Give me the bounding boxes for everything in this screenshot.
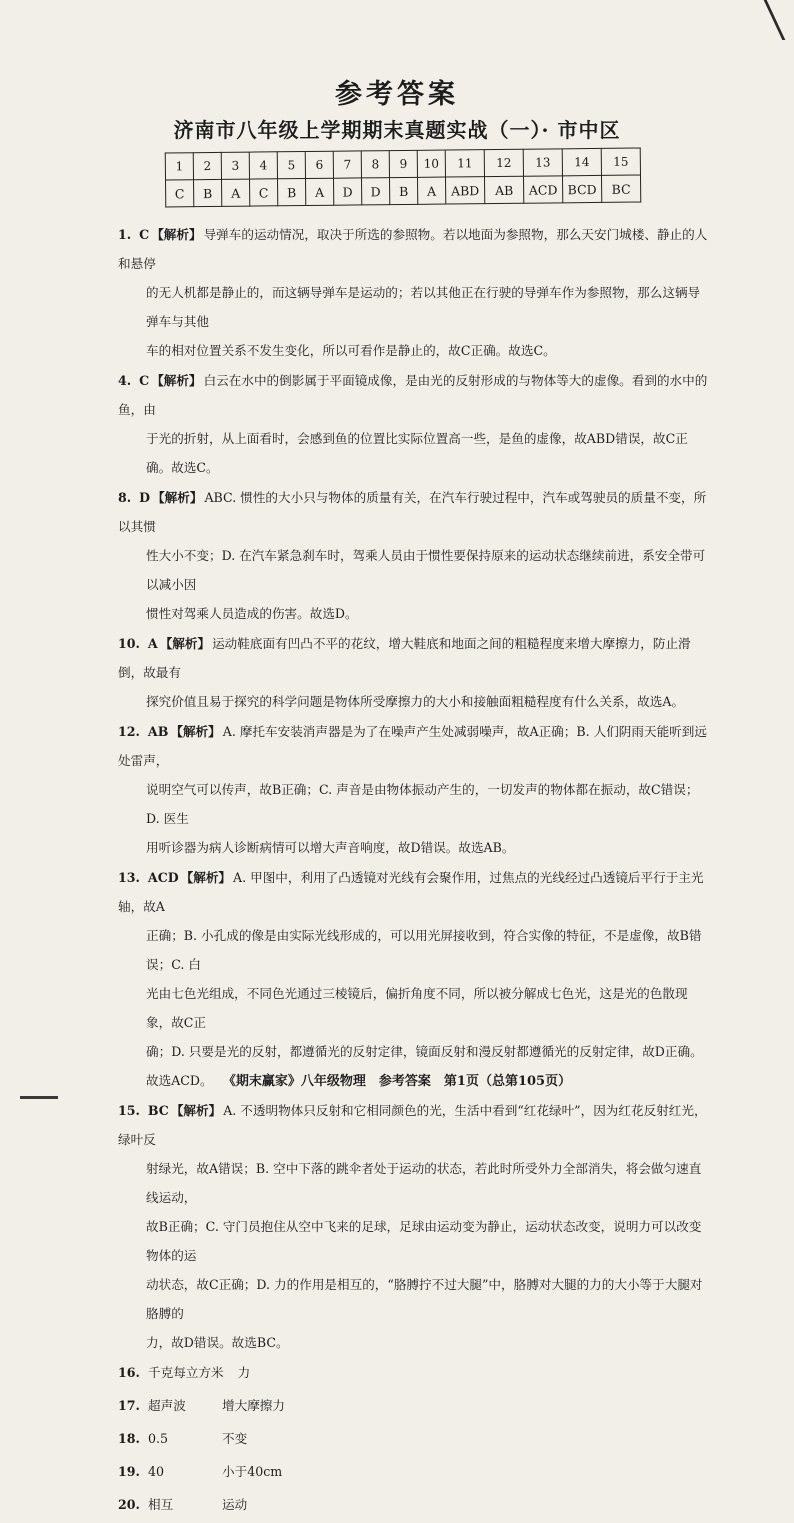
explanation-line bbox=[118, 1212, 708, 1270]
answer-table-number-cell: 15 bbox=[601, 148, 640, 175]
answer-table-answer-cell: D bbox=[334, 178, 362, 205]
item-number: 10. bbox=[118, 636, 140, 651]
analysis-tag: 【解析】 bbox=[180, 870, 232, 885]
explanation-text: 探究价值且易于探究的科学问题是物体所受摩擦力的大小和接触面粗糙程度有什么关系，故选A。 bbox=[146, 694, 685, 709]
answer-table-answer-cell: BCD bbox=[562, 175, 601, 202]
answer-table-answer-cell: C bbox=[166, 180, 194, 207]
short-answer-first: 0.5 bbox=[148, 1431, 169, 1446]
explanation-text: 用听诊器为病人诊断病情可以增大声音响度，故D错误。故选AB。 bbox=[146, 840, 515, 855]
explanation-line bbox=[118, 483, 708, 541]
explanation-text: A. 不透明物体只反射和它相同颜色的光，生活中看到“红花绿叶”，因为红花反射红光，绿叶反 bbox=[118, 1103, 707, 1147]
answer-table-answer-cell: B bbox=[390, 177, 418, 204]
explanation-text: 惯性对驾乘人员造成的伤害。故选D。 bbox=[146, 606, 358, 621]
answer-table-answer-row bbox=[166, 175, 641, 207]
page-subtitle: 济南市八年级上学期期末真题实战（一）· 市中区 bbox=[173, 118, 621, 142]
short-answer-item bbox=[118, 1457, 708, 1486]
answer-table-answer-cell: ACD bbox=[523, 176, 562, 203]
explanation-line bbox=[118, 863, 708, 921]
item-answer-key: D bbox=[139, 490, 151, 505]
short-answer-second: 小于40cm bbox=[222, 1464, 283, 1479]
answer-table-answer-cell: B bbox=[194, 179, 222, 206]
analysis-tag: 【解析】 bbox=[152, 490, 203, 505]
item-number: 17. bbox=[118, 1398, 140, 1413]
explanation-text: 光由七色光组成，不同色光通过三棱镜后，偏折角度不同，所以被分解成七色光，这是光的色散现象，故C正 bbox=[146, 986, 688, 1030]
explanation-line bbox=[118, 1096, 708, 1154]
explanation-line bbox=[118, 336, 708, 365]
answer-table-number-cell: 10 bbox=[417, 150, 445, 177]
explanation-text: 于光的折射，从上面看时，会感到鱼的位置比实际位置高一些，是鱼的虚像，故ABD错误，故C正确。故选C。 bbox=[146, 431, 688, 475]
item-number: 15. bbox=[118, 1103, 140, 1118]
explanation-line bbox=[118, 220, 708, 278]
explanation-line bbox=[118, 717, 708, 775]
item-number: 16. bbox=[118, 1365, 140, 1380]
answer-table-number-cell: 12 bbox=[484, 149, 523, 176]
explanation-text: 动状态，故C正确；D. 力的作用是相互的，“胳膊拧不过大腿”中，胳膊对大腿的力的大小等于大腿对胳膊的 bbox=[146, 1277, 703, 1321]
explanation-text: A. 摩托车安装消声器是为了在噪声产生处减弱噪声，故A正确；B. 人们阴雨天能听到远处雷声， bbox=[118, 724, 707, 768]
explanation-line bbox=[118, 833, 708, 862]
explanation-item bbox=[118, 220, 708, 365]
item-number: 13. bbox=[118, 870, 140, 885]
answer-table-number-cell: 9 bbox=[389, 150, 417, 177]
answer-table bbox=[165, 148, 642, 208]
answer-table-answer-cell: A bbox=[222, 179, 250, 206]
page-footer: 《期末赢家》八年级物理 参考答案 第1页（总第105页） bbox=[222, 1074, 572, 1089]
analysis-tag: 【解析】 bbox=[151, 373, 202, 388]
item-number: 18. bbox=[118, 1431, 140, 1446]
item-answer-key: A bbox=[147, 636, 158, 651]
short-answer-first: 40 bbox=[148, 1464, 165, 1479]
explanation-text: 车的相对位置关系不发生变化，所以可看作是静止的，故C正确。故选C。 bbox=[146, 343, 556, 358]
answer-table-answer-cell: B bbox=[278, 179, 306, 206]
explanation-line bbox=[118, 775, 708, 833]
explanation-text: 的无人机都是静止的，而这辆导弹车是运动的；若以其他正在行驶的导弹车作为参照物，那么这辆导弹车与其他 bbox=[146, 285, 701, 329]
answer-table-number-cell: 13 bbox=[523, 149, 562, 176]
explanation-line bbox=[118, 629, 708, 687]
answer-table-answer-cell: C bbox=[250, 179, 278, 206]
answer-table-number-cell: 2 bbox=[193, 152, 221, 179]
answer-table-answer-cell: AB bbox=[484, 176, 523, 203]
answer-table-answer-cell: D bbox=[362, 178, 390, 205]
explanation-item bbox=[118, 863, 708, 1095]
explanation-line bbox=[118, 979, 708, 1037]
explanation-text: 白云在水中的倒影属于平面镜成像，是由光的反射形成的与物体等大的虚像。看到的水中的鱼，由 bbox=[118, 373, 708, 417]
analysis-tag: 【解析】 bbox=[170, 1103, 222, 1118]
short-answer-item bbox=[118, 1424, 708, 1453]
explanation-text: ABC. 惯性的大小只与物体的质量有关，在汽车行驶过程中，汽车或驾驶员的质量不变，所以其惯 bbox=[118, 490, 707, 534]
short-answer-first: 千克每立方米 bbox=[148, 1365, 224, 1380]
scan-corner-mark bbox=[724, 0, 786, 40]
answer-table-number-cell: 14 bbox=[562, 148, 601, 175]
explanation-line bbox=[118, 366, 708, 424]
item-number: 20. bbox=[118, 1497, 140, 1512]
explanation-text: 说明空气可以传声，故B正确；C. 声音是由物体振动产生的，一切发声的物体都在振动，故C错误；D. 医生 bbox=[146, 782, 699, 826]
item-number: 19. bbox=[118, 1464, 140, 1479]
item-answer-key: AB bbox=[147, 724, 169, 739]
page-title: 参考答案 bbox=[335, 79, 459, 110]
answer-table-number-cell: 8 bbox=[361, 151, 389, 178]
explanation-item bbox=[118, 483, 708, 628]
explanation-item bbox=[118, 1096, 708, 1357]
short-answer-second: 增大摩擦力 bbox=[222, 1398, 285, 1413]
explanation-line bbox=[118, 278, 708, 336]
answer-table-number-cell: 1 bbox=[165, 153, 193, 180]
short-answer-item bbox=[118, 1391, 708, 1420]
explanation-text: 确；D. 只要是光的反射，都遵循光的反射定律，镜面反射和漫反射都遵循光的反射定律，故D正确。故选ACD。 bbox=[146, 1044, 703, 1088]
explanation-item bbox=[118, 717, 708, 862]
explanation-text: 运动鞋底面有凹凸不平的花纹，增大鞋底和地面之间的粗糙程度来增大摩擦力，防止滑倒，故最有 bbox=[118, 636, 691, 680]
explanation-line bbox=[118, 1270, 708, 1328]
short-answer-item bbox=[118, 1358, 708, 1387]
explanation-text: 射绿光，故A错误；B. 空中下落的跳伞者处于运动的状态，若此时所受外力全部消失，将会做匀速直线运动， bbox=[146, 1161, 702, 1205]
explanation-item bbox=[118, 366, 708, 482]
answer-table-number-cell: 3 bbox=[221, 152, 249, 179]
analysis-tag: 【解析】 bbox=[151, 227, 202, 242]
explanation-line bbox=[118, 687, 708, 716]
answer-table-number-cell: 7 bbox=[333, 151, 361, 178]
short-answer-first: 相互 bbox=[148, 1497, 174, 1512]
answer-table-number-cell: 4 bbox=[249, 152, 277, 179]
explanation-text: 正确；B. 小孔成的像是由实际光线形成的，可以用光屏接收到，符合实像的特征，不是虚像，故B错误；C. 白 bbox=[146, 928, 702, 972]
short-answer-second: 运动 bbox=[222, 1497, 248, 1512]
explanation-line bbox=[118, 424, 708, 482]
analysis-tag: 【解析】 bbox=[159, 636, 211, 651]
analysis-tag: 【解析】 bbox=[170, 724, 221, 739]
explanation-line bbox=[118, 599, 708, 628]
explanation-list bbox=[118, 220, 708, 1523]
explanation-text: 导弹车的运动情况，取决于所选的参照物。若以地面为参照物，那么天安门城楼、静止的人和悬停 bbox=[118, 227, 708, 271]
answer-table-number-cell: 5 bbox=[277, 152, 305, 179]
scan-bottom-mark bbox=[20, 1096, 58, 1099]
item-answer-key: C bbox=[139, 227, 150, 242]
answer-table-number-cell: 6 bbox=[305, 151, 333, 178]
item-answer-key: ACD bbox=[147, 870, 179, 885]
explanation-item bbox=[118, 629, 708, 716]
explanation-line bbox=[118, 1328, 708, 1357]
answer-table-answer-cell: A bbox=[306, 178, 334, 205]
answer-table-answer-cell: BC bbox=[601, 175, 640, 202]
explanation-line bbox=[118, 1154, 708, 1212]
answer-table-number-cell: 11 bbox=[445, 150, 484, 177]
short-answer-second: 力 bbox=[237, 1365, 251, 1380]
item-number: 8. bbox=[118, 490, 132, 505]
item-answer-key: C bbox=[139, 373, 150, 388]
explanation-text: A. 甲图中，利用了凸透镜对光线有会聚作用，过焦点的光线经过凸透镜后平行于主光轴，故A bbox=[118, 870, 704, 914]
short-answer-second: 不变 bbox=[222, 1431, 248, 1446]
item-number: 1. bbox=[118, 227, 132, 242]
explanation-text: 故B正确；C. 守门员抱住从空中飞来的足球，足球由运动变为静止，运动状态改变，说明力可以改变物体的运 bbox=[146, 1219, 702, 1263]
item-answer-key: BC bbox=[147, 1103, 169, 1118]
answer-table-answer-cell: A bbox=[417, 177, 445, 204]
explanation-line bbox=[118, 541, 708, 599]
explanation-text: 力，故D错误。故选BC。 bbox=[146, 1335, 289, 1350]
item-number: 4. bbox=[118, 373, 132, 388]
answer-table-answer-cell: ABD bbox=[445, 177, 484, 204]
explanation-line bbox=[118, 921, 708, 979]
short-answer-first: 超声波 bbox=[148, 1398, 186, 1413]
explanation-text: 性大小不变；D. 在汽车紧急刹车时，驾乘人员由于惯性要保持原来的运动状态继续前进，系安全带可以减小因 bbox=[146, 548, 706, 592]
item-number: 12. bbox=[118, 724, 140, 739]
short-answer-item bbox=[118, 1490, 708, 1519]
